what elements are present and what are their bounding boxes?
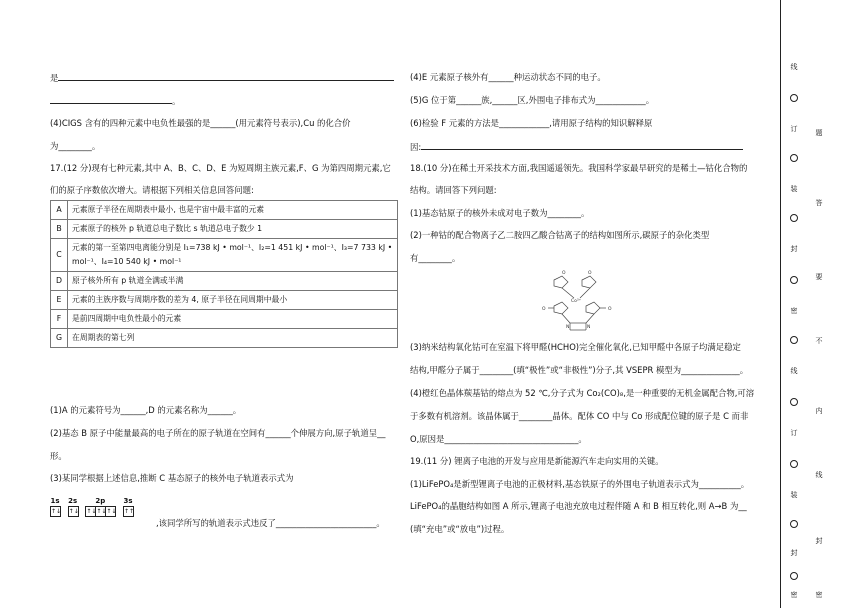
binder-char: 装 — [790, 491, 798, 499]
orbital-diagram: 1s ↑↓ 2s ↑↓ 2p ↑↓↑↓↑↓ 3s ↑↑ — [50, 497, 135, 515]
binder-char: 订 — [790, 125, 798, 133]
binder-hole — [790, 336, 798, 344]
notice-char: 答 — [815, 199, 823, 207]
answer-blank[interactable] — [421, 141, 743, 150]
question-18-stem-cont: 结构。请回答下列问题: — [410, 185, 497, 195]
notice-char: 线 — [815, 471, 823, 479]
question-17-stem: 17.(12 分)现有七种元素,其中 A、B、C、D、E 为短周期主族元素,F、G 为第四周期元素,它 — [50, 163, 391, 173]
table-row: A 元素原子半径在周期表中最小, 也是宇宙中最丰富的元素 — [51, 201, 398, 220]
question-18-4: (4)橙红色晶体羰基钴的熔点为 52 ℃,分子式为 Co₂(CO)₈,是一种重要的无机金属配合物,可溶 — [410, 388, 755, 398]
svg-text:O: O — [588, 271, 592, 276]
sub-question-3-cont: ,该同学所写的轨道表示式违反了________________________。 — [156, 518, 385, 528]
binder-char: 订 — [790, 429, 798, 437]
cobalt-label: Co³⁺ — [571, 299, 582, 304]
notice-char: 密 — [815, 591, 823, 599]
svg-text:O: O — [562, 271, 566, 276]
svg-text:N: N — [587, 325, 591, 330]
table-row: C 元素的第一至第四电离能分别是 I₁=738 kJ • mol⁻¹、I₂=1 451 kJ • mol⁻¹、I₃=7 733 kJ • mol⁻¹、I₄=10 540 kJ • mol⁻¹ — [51, 239, 398, 272]
binder-char: 封 — [790, 549, 798, 557]
table-row: G 在周期表的第七列 — [51, 329, 398, 348]
question-18-stem: 18.(10 分)在稀土开采技术方面,我国遥遥领先。我国科学家最早研究的是稀土—钴化合物的 — [410, 163, 748, 173]
svg-text:O: O — [542, 307, 546, 312]
svg-text:O: O — [608, 307, 612, 312]
binder-hole — [790, 154, 798, 162]
question-16-4-cont: 为________。 — [50, 141, 101, 151]
sub-question-1: (1)A 的元素符号为______,D 的元素名称为______。 — [50, 405, 242, 415]
table-row: F 是前四周期中电负性最小的元素 — [51, 310, 398, 329]
binder-char: 线 — [790, 367, 798, 375]
notice-char: 封 — [815, 537, 823, 545]
question-18-4-cont: 于多数有机溶剂。该晶体属于________晶体。配体 CO 中与 Co 形成配位键的原子是 C 而非 — [410, 411, 749, 421]
question-18-1: (1)基态钴原子的核外未成对电子数为________。 — [410, 208, 590, 218]
binder-char: 线 — [790, 63, 798, 71]
table-row: B 元素原子的核外 p 轨道总电子数比 s 轨道总电子数少 1 — [51, 220, 398, 239]
binder-hole — [790, 276, 798, 284]
binder-hole — [790, 398, 798, 406]
binder-char: 密 — [790, 591, 798, 599]
question-16-4: (4)CIGS 含有的四种元素中电负性最强的是______(用元素符号表示),Cu 的化合价 — [50, 118, 351, 128]
notice-char: 题 — [815, 129, 823, 137]
question-19-1-cont: LiFePO₄的晶胞结构如图 A 所示,锂离子电池充放电过程伴随 A 和 B 相互转化,则 A→B 为__ — [410, 501, 747, 511]
question-18-2-cont: 有________。 — [410, 253, 461, 263]
binder-char: 封 — [790, 245, 798, 253]
question-17-stem-cont: 们的原子序数依次增大。请根据下列相关信息回答问题: — [50, 185, 254, 195]
question-19-stem: 19.(11 分) 锂离子电池的开发与应用是新能源汽车走向实用的关键。 — [410, 456, 664, 466]
element-info-table — [50, 200, 398, 348]
sub-question-4: (4)E 元素原子核外有______种运动状态不同的电子。 — [410, 72, 606, 82]
question-18-4-cont2: O,原因是________________________________。 — [410, 434, 587, 444]
sub-question-2: (2)基态 B 原子中能量最高的电子所在的原子轨道在空间有______个伸展方向,原子轨道呈__ — [50, 428, 386, 438]
binder-char: 密 — [790, 307, 798, 315]
answer-blank[interactable] — [50, 95, 172, 104]
answer-blank[interactable] — [58, 72, 394, 81]
question-19-1-cont2: (填“充电”或“放电”)过程。 — [410, 524, 510, 534]
question-18-3-cont: 结构,甲醛分子属于________(填“极性”或“非极性”)分子,其 VSEPR 模型为______________。 — [410, 365, 749, 375]
question-19-1: (1)LiFePO₄是新型锂离子电池的正极材料,基态铁原子的外围电子轨道表示式为__________。 — [410, 479, 750, 489]
notice-char: 不 — [815, 337, 823, 345]
question-18-3: (3)纳米结构氧化钴可在室温下将甲醛(HCHO)完全催化氧化,已知甲醛中各原子均满足稳定 — [410, 342, 741, 352]
sub-question-2-cont: 形。 — [50, 451, 67, 461]
sub-question-5: (5)G 位于第______族,______区,外围电子排布式为____________。 — [410, 95, 655, 105]
binder-hole — [790, 520, 798, 528]
binder-hole — [790, 572, 798, 580]
line-start: 是 — [50, 73, 59, 83]
sub-question-6-cont: 因: — [410, 142, 422, 152]
binder-hole — [790, 460, 798, 468]
sub-question-6: (6)检验 F 元素的方法是____________,请用原子结构的知识解释原 — [410, 118, 653, 128]
binder-char: 装 — [790, 185, 798, 193]
table-row: E 元素的主族序数与周期序数的差为 4, 原子半径在同周期中最小 — [51, 291, 398, 310]
edta-cobalt-structure — [540, 268, 620, 338]
binder-hole — [790, 214, 798, 222]
sub-question-3: (3)某同学根据上述信息,推断 C 基态原子的核外电子轨道表示式为 — [50, 473, 294, 483]
binder-hole — [790, 94, 798, 102]
table-row: D 原子核外所有 p 轨道全满或半满 — [51, 272, 398, 291]
notice-char: 要 — [815, 273, 823, 281]
notice-char: 内 — [815, 407, 823, 415]
binding-line — [780, 0, 781, 608]
question-18-2: (2)一种钴的配合物离子乙二胺四乙酸合钴离子的结构如图所示,碳原子的杂化类型 — [410, 230, 710, 240]
svg-text:N: N — [566, 325, 570, 330]
